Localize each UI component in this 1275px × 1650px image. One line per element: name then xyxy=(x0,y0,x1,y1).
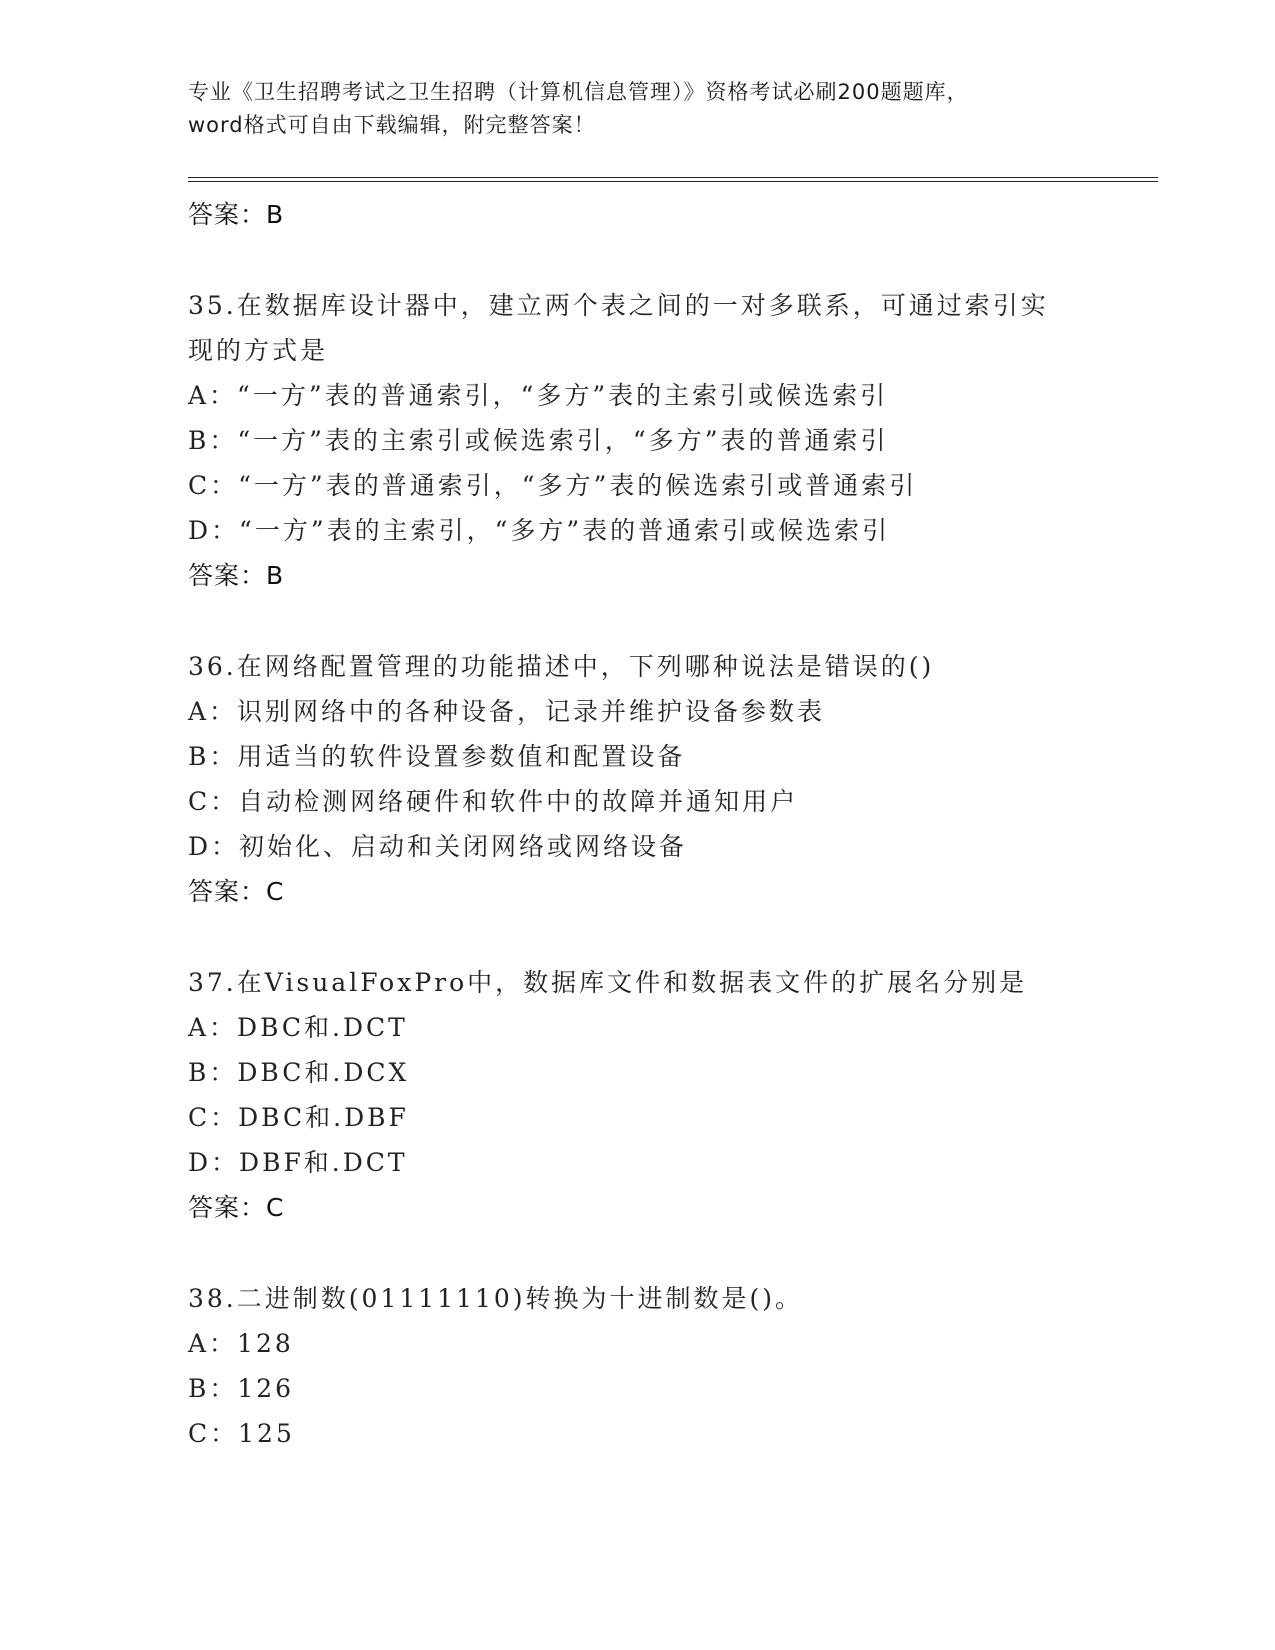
spacer xyxy=(188,1231,1118,1276)
question-stem-continued: 现的方式是 xyxy=(188,336,329,365)
header-divider xyxy=(188,177,1158,182)
answer: 答案：B xyxy=(188,561,285,590)
question-37 xyxy=(188,960,1118,1231)
question-list xyxy=(188,192,1118,1456)
spacer xyxy=(188,238,1118,283)
spacer xyxy=(188,915,1118,960)
option-b: B：用适当的软件设置参数值和配置设备 xyxy=(188,742,686,771)
question-38 xyxy=(188,1276,1118,1456)
question-stem: 35.在数据库设计器中，建立两个表之间的一对多联系，可通过索引实 xyxy=(188,291,1049,320)
question-stem: 38.二进制数(01111110)转换为十进制数是()。 xyxy=(188,1284,804,1313)
header-title-line-1: 专业《卫生招聘考试之卫生招聘（计算机信息管理）》资格考试必刷200题题库， xyxy=(188,80,969,104)
option-a: A：DBC和.DCT xyxy=(188,1013,408,1042)
document-header xyxy=(188,76,1118,142)
question-35 xyxy=(188,283,1118,599)
option-a: A：128 xyxy=(188,1329,294,1358)
answer: 答案：C xyxy=(188,877,285,906)
option-a: A：识别网络中的各种设备，记录并维护设备参数表 xyxy=(188,697,826,726)
previous-answer: 答案：B xyxy=(188,200,285,229)
option-d: D：DBF和.DCT xyxy=(188,1148,408,1177)
spacer xyxy=(188,599,1118,644)
option-c: C：DBC和.DBF xyxy=(188,1103,409,1132)
option-c: C：“一方”表的普通索引，“多方”表的候选索引或普通索引 xyxy=(188,471,918,500)
document-page xyxy=(188,0,1158,1650)
question-36 xyxy=(188,644,1118,915)
option-d: D：初始化、启动和关闭网络或网络设备 xyxy=(188,832,688,861)
option-c: C：自动检测网络硬件和软件中的故障并通知用户 xyxy=(188,787,799,816)
answer: 答案：C xyxy=(188,1193,285,1222)
option-b: B：DBC和.DCX xyxy=(188,1058,410,1087)
option-b: B：126 xyxy=(188,1374,295,1403)
option-d: D：“一方”表的主索引，“多方”表的普通索引或候选索引 xyxy=(188,516,891,545)
question-stem: 36.在网络配置管理的功能描述中，下列哪种说法是错误的() xyxy=(188,652,935,681)
option-a: A：“一方”表的普通索引，“多方”表的主索引或候选索引 xyxy=(188,381,889,410)
option-c: C：125 xyxy=(188,1419,295,1448)
question-stem: 37.在VisualFoxPro中，数据库文件和数据表文件的扩展名分别是 xyxy=(188,968,1028,997)
option-b: B：“一方”表的主索引或候选索引，“多方”表的普通索引 xyxy=(188,426,889,455)
header-title-line-2: word格式可自由下载编辑，附完整答案！ xyxy=(188,113,596,137)
